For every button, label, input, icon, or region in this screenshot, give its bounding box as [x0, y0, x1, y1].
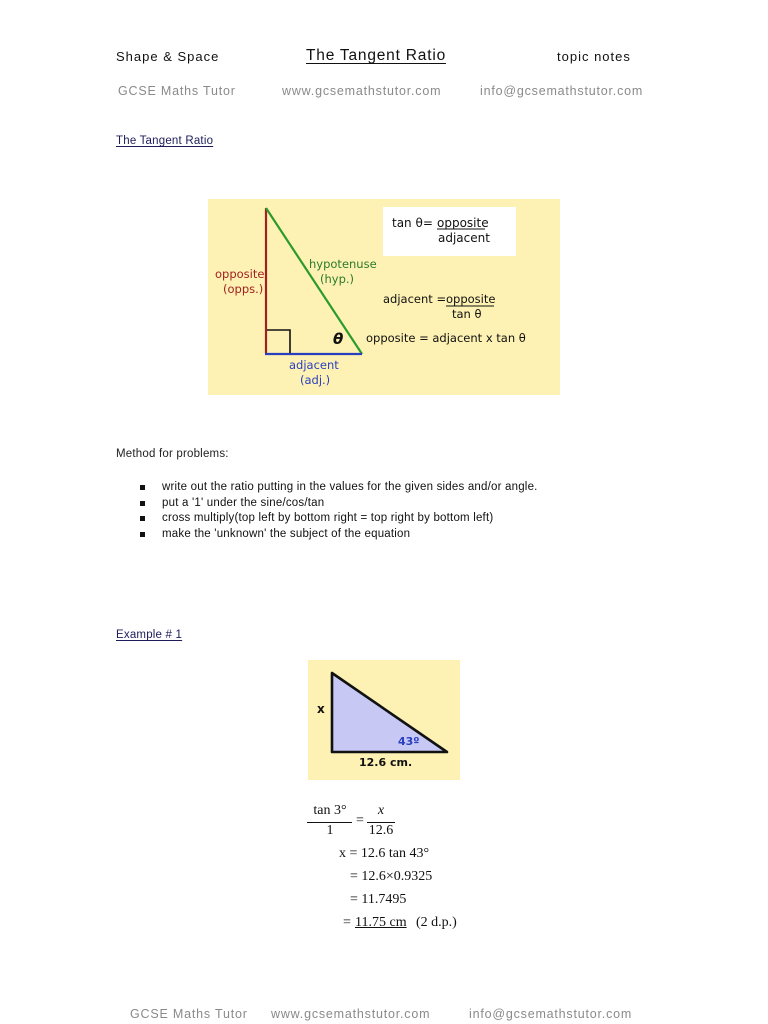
method-step: write out the ratio putting in the values for the given sides and/or angle. — [116, 480, 716, 496]
example-triangle — [332, 673, 447, 752]
header-right: topic notes — [557, 49, 631, 64]
footer-org: GCSE Maths Tutor — [130, 1007, 248, 1021]
example-heading: Example # 1 — [116, 629, 183, 641]
working-line-4: = 11.7495 — [350, 892, 407, 907]
header-org: GCSE Maths Tutor — [118, 84, 236, 98]
working-line-5-equals: = — [343, 915, 351, 930]
footer-site-link[interactable]: www.gcsemathstutor.com — [271, 1007, 431, 1021]
adj-formula-numerator: opposite — [446, 292, 496, 306]
hypotenuse-abbr: (hyp.) — [320, 272, 355, 286]
fraction-equals: = — [356, 813, 364, 828]
working-line-3: = 12.6×0.9325 — [350, 869, 433, 884]
fraction2-numerator: x — [377, 803, 385, 818]
method-step: make the 'unknown' the subject of the equation — [116, 527, 716, 543]
adj-formula-lhs: adjacent = — [383, 292, 447, 306]
opposite-label: opposite — [215, 267, 265, 281]
base-length-label: 12.6 cm. — [359, 756, 413, 769]
adjacent-abbr: (adj.) — [300, 373, 331, 387]
tangent-ratio-diagram — [208, 199, 560, 395]
header-site-link[interactable]: www.gcsemathstutor.com — [282, 84, 442, 98]
header-topic: Shape & Space — [116, 49, 220, 64]
working-line-2: x = 12.6 tan 43° — [339, 846, 430, 861]
method-heading: Method for problems: — [116, 448, 229, 460]
example-triangle-diagram — [308, 660, 460, 780]
final-answer: 11.75 cm — [355, 915, 407, 930]
opposite-abbr: (opps.) — [223, 282, 264, 296]
right-angle-marker — [267, 330, 290, 353]
method-step: cross multiply(top left by bottom right = top right by bottom left) — [116, 511, 716, 527]
hypotenuse-label: hypotenuse — [309, 257, 377, 271]
footer-email-link[interactable]: info@gcsemathstutor.com — [469, 1007, 633, 1021]
section-title: The Tangent Ratio — [116, 135, 214, 147]
fraction2-denominator: 12.6 — [368, 823, 394, 838]
fraction1-denominator: 1 — [326, 823, 334, 838]
theta-angle-label: θ — [333, 330, 344, 348]
method-step: put a '1' under the sine/cos/tan — [116, 496, 716, 512]
tan-formula-lhs: tan θ= — [392, 216, 433, 230]
tan-formula-numerator: opposite — [437, 216, 489, 230]
answer-precision: (2 d.p.) — [416, 915, 457, 930]
x-side-label: x — [317, 702, 325, 716]
adjacent-label: adjacent — [289, 358, 339, 372]
tan-formula-denominator: adjacent — [438, 231, 490, 245]
fraction1-numerator: tan 3° — [313, 803, 347, 818]
header-email-link[interactable]: info@gcsemathstutor.com — [480, 84, 644, 98]
angle-label: 43º — [398, 735, 420, 748]
opp-formula: opposite = adjacent x tan θ — [366, 331, 526, 345]
adj-formula-denominator: tan θ — [452, 307, 482, 321]
method-steps-list — [116, 480, 716, 542]
page-title: The Tangent Ratio — [306, 47, 446, 64]
